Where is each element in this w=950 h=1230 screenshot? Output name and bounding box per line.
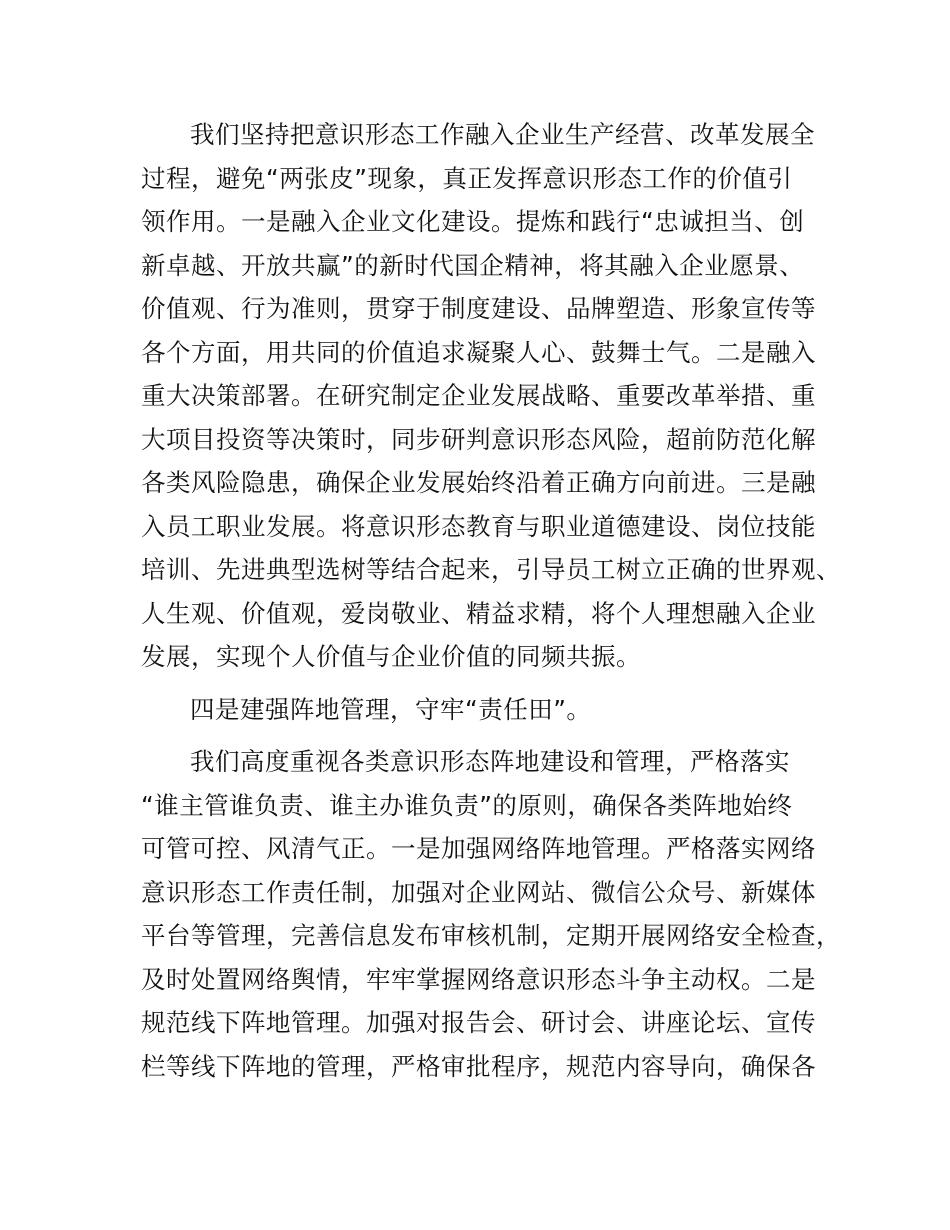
paragraph-line: 各类风险隐患，确保企业发展始终沿着正确方向前进。三是融	[141, 468, 816, 497]
paragraph-line: 价值观、行为准则，贯穿于制度建设、品牌塑造、形象宣传等	[141, 294, 816, 323]
paragraph-2-heading	[141, 688, 813, 732]
paragraph-line: 人生观、价值观，爱岗敬业、精益求精，将个人理想融入企业	[141, 598, 816, 628]
paragraph-line: 各个方面，用共同的价值追求凝聚人心、鼓舞士气。二是融入	[141, 337, 816, 367]
paragraph-line: 培训、先进典型选树等结合起来，引导员工树立正确的世界观、	[141, 555, 841, 584]
paragraph-line: 入员工职业发展。将意识形态教育与职业道德建设、岗位技能	[141, 511, 816, 541]
paragraph-line: 过程，避免“两张皮”现象，真正发挥意识形态工作的价值引	[141, 163, 793, 193]
paragraph-line: 大项目投资等决策时，同步研判意识形态风险，超前防范化解	[141, 424, 816, 454]
paragraph-line: “谁主管谁负责、谁主办谁负责”的原则，确保各类阵地始终	[141, 790, 793, 820]
body-text	[141, 113, 841, 1088]
paragraph-line: 发展，实现个人价值与企业价值的同频共振。	[141, 642, 641, 671]
paragraph-line: 意识形态工作责任制，加强对企业网站、微信公众号、新媒体	[141, 877, 816, 907]
paragraph-line: 我们高度重视各类意识形态阵地建设和管理，严格落实	[190, 747, 790, 776]
paragraph-line: 我们坚持把意识形态工作融入企业生产经营、改革发展全	[190, 120, 815, 149]
paragraph-gap	[141, 731, 813, 740]
paragraph-line: 新卓越、开放共赢”的新时代国企精神，将其融入企业愿景、	[141, 250, 805, 280]
paragraph-line: 平台等管理，完善信息发布审核机制，定期开展网络安全检查，	[141, 921, 841, 950]
paragraph-line: 可管可控、风清气正。一是加强网络阵地管理。严格落实网络	[141, 834, 816, 863]
paragraph-line: 重大决策部署。在研究制定企业发展战略、重要改革举措、重	[141, 381, 816, 410]
paragraph-line: 栏等线下阵地的管理，严格审批程序，规范内容导向，确保各	[141, 1051, 816, 1081]
paragraph-line: 领作用。一是融入企业文化建设。提炼和践行“忠诚担当、创	[141, 207, 805, 236]
paragraph-line: 规范线下阵地管理。加强对报告会、研讨会、讲座论坛、宣传	[141, 1008, 816, 1037]
paragraph-1	[141, 113, 841, 679]
section-heading: 四是建强阵地管理，守牢“责任田”。	[190, 694, 592, 724]
paragraph-3	[141, 740, 841, 1088]
paragraph-line: 及时处置网络舆情，牢牢掌握网络意识形态斗争主动权。二是	[141, 964, 816, 994]
paragraph-gap	[141, 679, 813, 688]
